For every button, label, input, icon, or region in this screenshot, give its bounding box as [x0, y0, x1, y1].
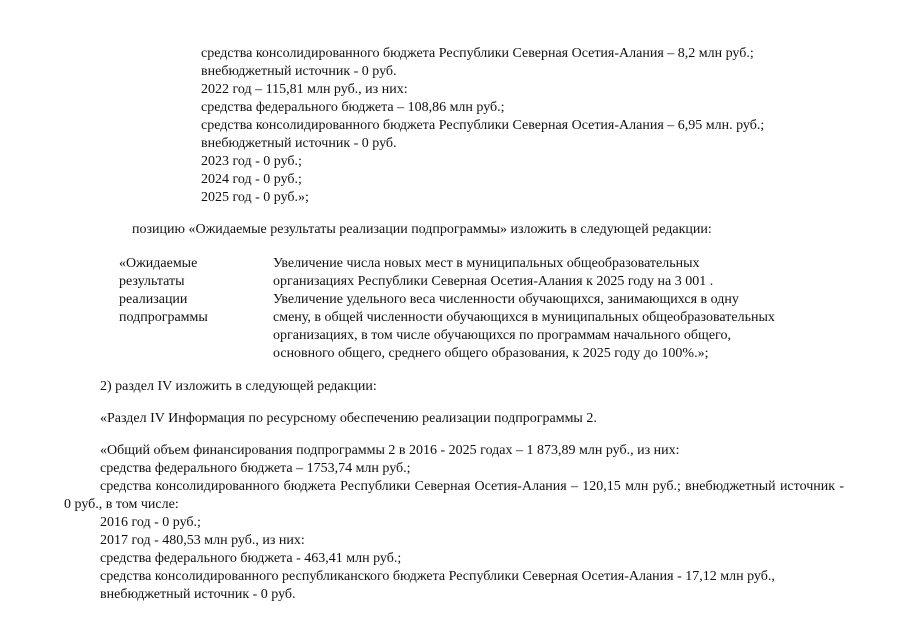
text-line: 2024 год - 0 руб.; — [201, 172, 302, 187]
text-line: средства федерального бюджета – 1753,74 млн руб.; — [100, 461, 411, 476]
text-line: внебюджетный источник - 0 руб. — [201, 64, 397, 79]
text-line: 2017 год - 480,53 млн руб., из них: — [100, 533, 305, 548]
table-value-line: организациях, в том числе обучающихся по программам начального общего, — [273, 328, 731, 343]
text-line: средства федерального бюджета – 108,86 млн руб.; — [201, 100, 505, 115]
text-line: 2023 год - 0 руб.; — [201, 154, 302, 169]
table-label-line: «Ожидаемые — [119, 256, 198, 271]
text-line: средства консолидированного бюджета Республики Северная Осетия-Алания – 6,95 млн. руб.; — [201, 118, 765, 133]
text-line: средства консолидированного республиканского бюджета Республики Северная Осетия-Алания - 17,12 млн руб., — [100, 569, 775, 584]
text-line: внебюджетный источник - 0 руб. — [100, 587, 296, 602]
table-label-line: подпрограммы — [119, 310, 208, 325]
instruction-paragraph: позицию «Ожидаемые результаты реализации подпрограммы» изложить в следующей редакции: — [132, 222, 712, 237]
table-value-line: основного общего, среднего общего образования, к 2025 году до 100%.»; — [273, 346, 709, 361]
text-line: внебюджетный источник - 0 руб. — [201, 136, 397, 151]
instruction-paragraph: 2) раздел IV изложить в следующей редакции: — [100, 379, 377, 394]
justified-paragraph: средства консолидированного бюджета Республики Северная Осетия-Алания – 120,15 млн руб.; внебюджетный источник - 0 руб., в том числе: — [64, 479, 844, 512]
text-line: 2022 год – 115,81 млн руб., из них: — [201, 82, 408, 97]
text-line: 2025 год - 0 руб.»; — [201, 190, 309, 205]
text-line: 2016 год - 0 руб.; — [100, 515, 201, 530]
text-line: «Общий объем финансирования подпрограммы 2 в 2016 - 2025 годах – 1 873,89 млн руб., из них: — [100, 443, 680, 458]
table-value-line: Увеличение числа новых мест в муниципальных общеобразовательных — [273, 256, 700, 271]
section-heading: «Раздел IV Информация по ресурсному обеспечению реализации подпрограммы 2. — [100, 411, 597, 426]
table-value-line: организациях Республики Северная Осетия-Алания к 2025 году на 3 001 . — [273, 274, 714, 289]
table-label-line: результаты — [119, 274, 185, 289]
text-line: средства консолидированного бюджета Республики Северная Осетия-Алания – 8,2 млн руб.; — [201, 46, 754, 61]
table-label-line: реализации — [119, 292, 188, 307]
text-line: средства федерального бюджета - 463,41 млн руб.; — [100, 551, 402, 566]
table-value-line: Увеличение удельного веса численности обучающихся, занимающихся в одну — [273, 292, 739, 307]
table-value-line: смену, в общей численности обучающихся в муниципальных общеобразовательных — [273, 310, 775, 325]
